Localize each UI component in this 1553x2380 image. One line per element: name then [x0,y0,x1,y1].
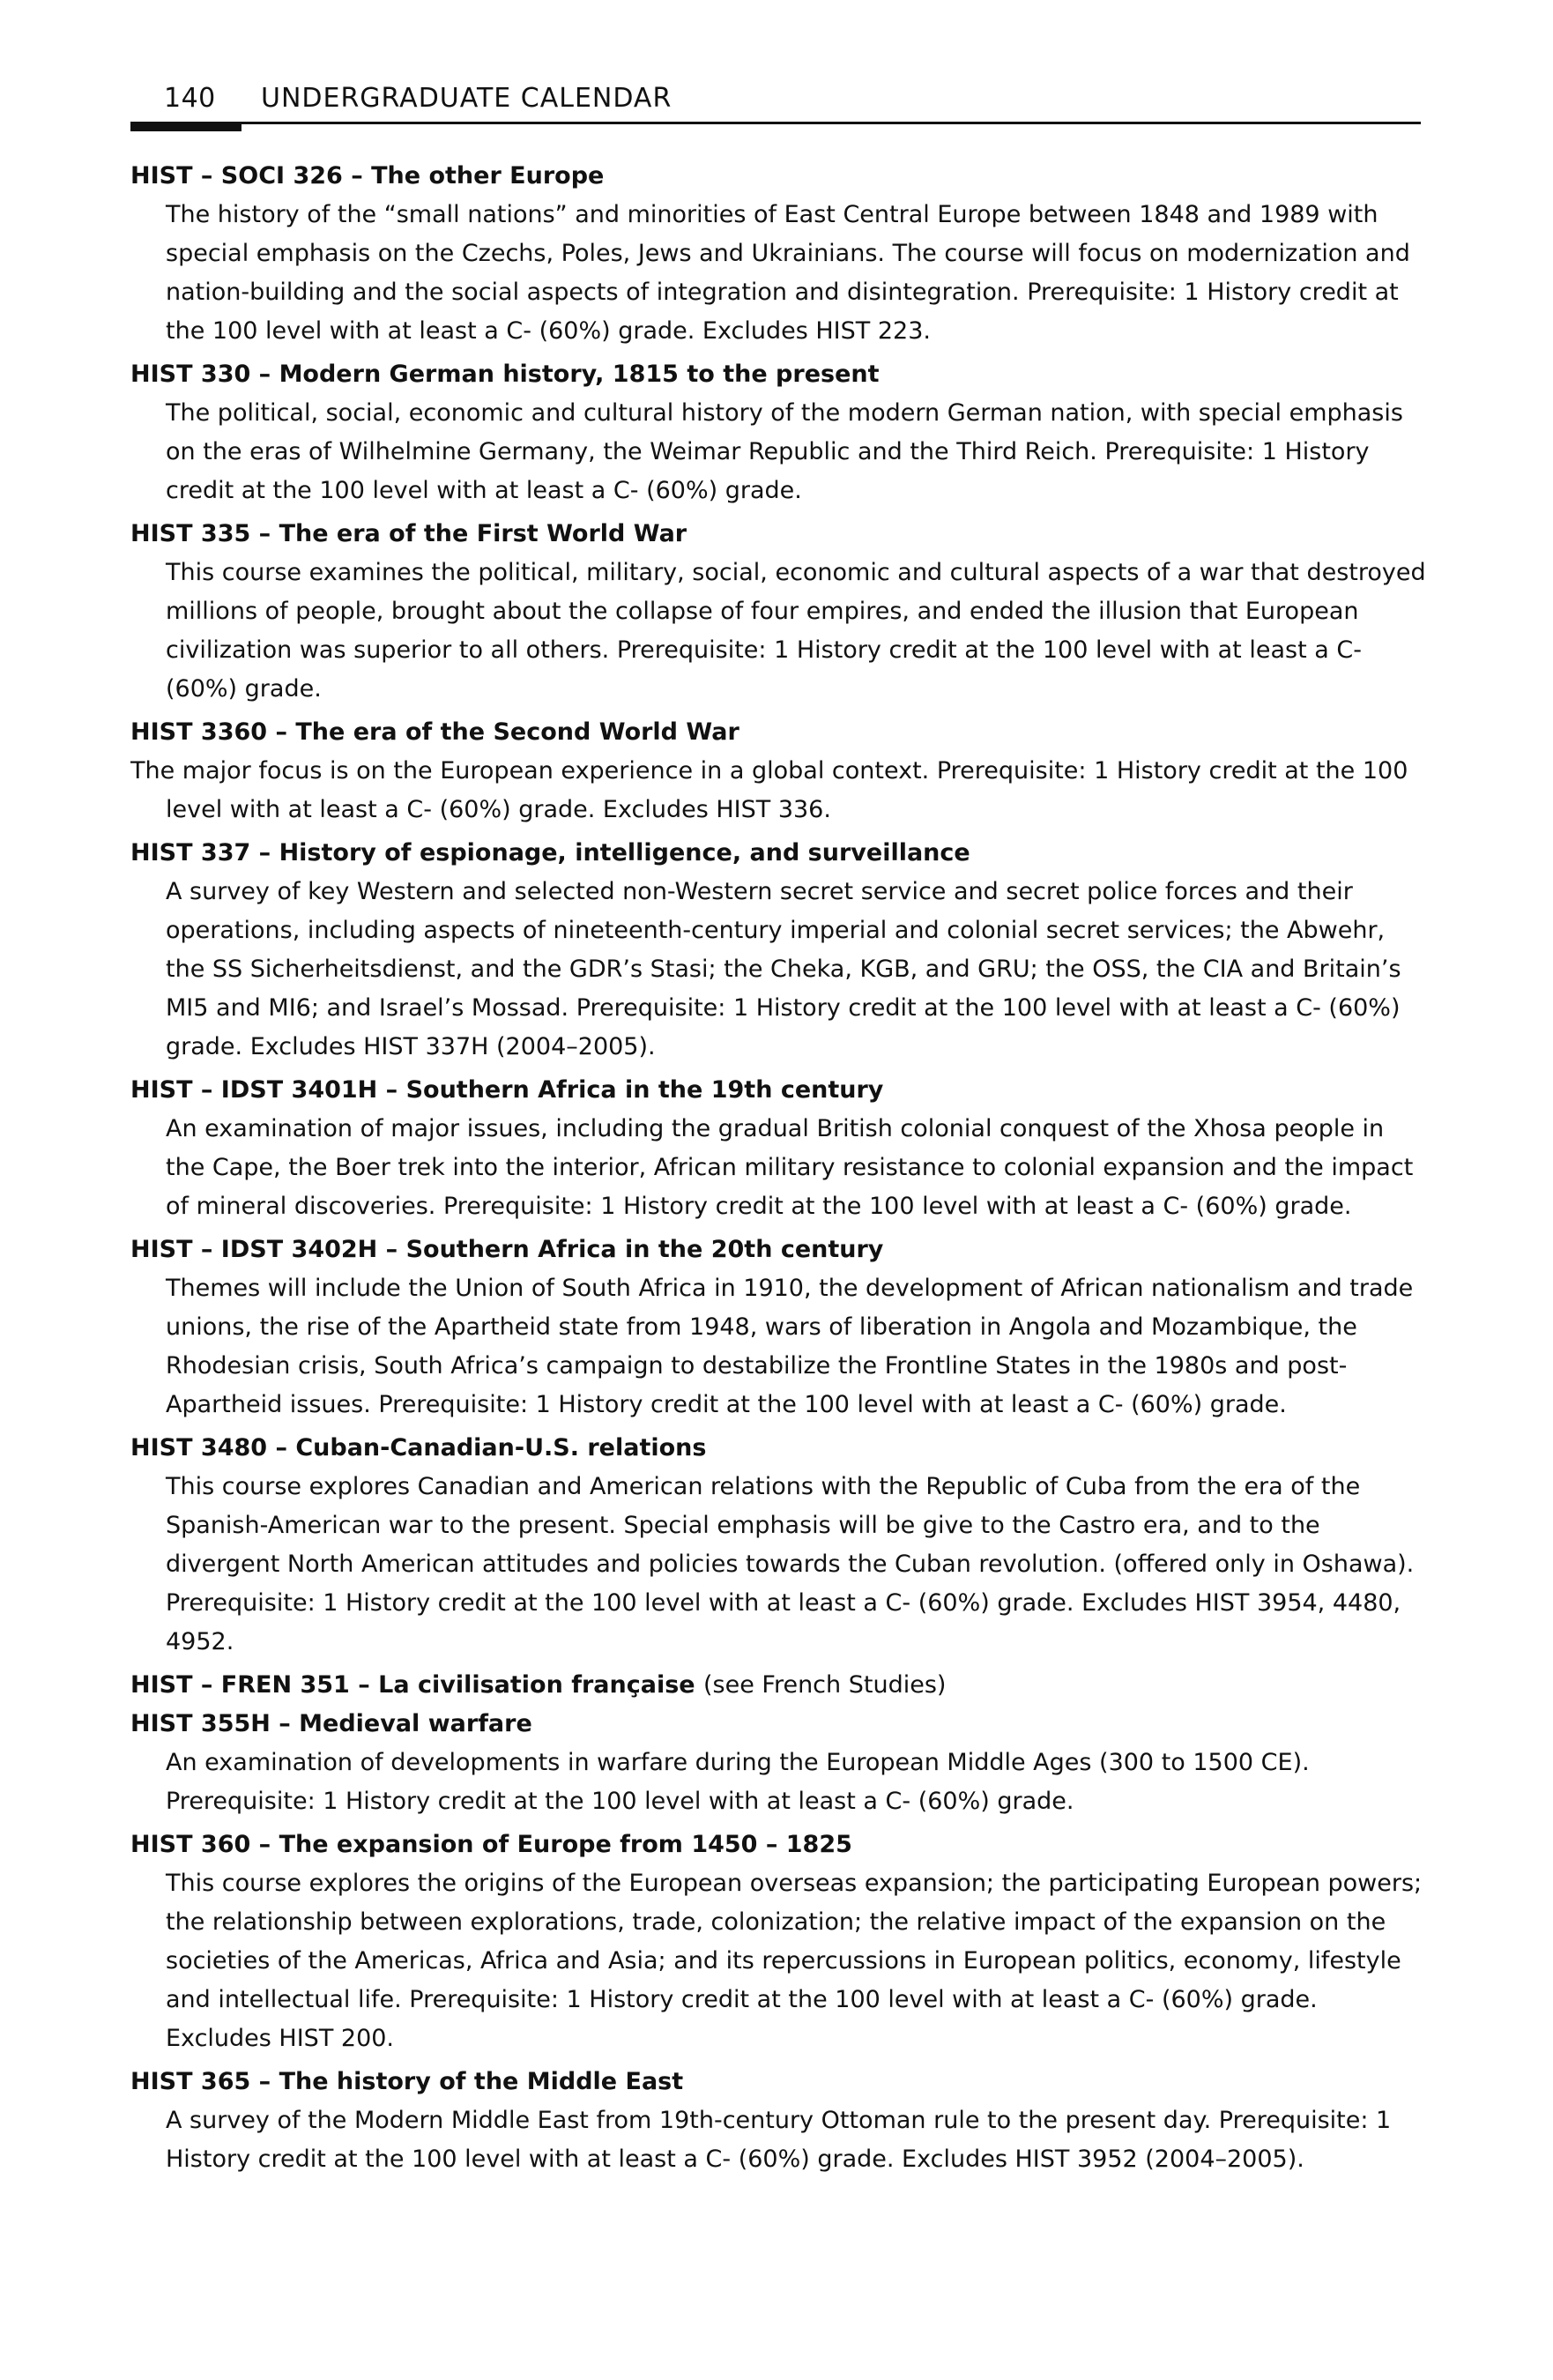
course-title: HIST – IDST 3401H – Southern Africa in the 19th century [130,1076,884,1104]
course-title: HIST 355H – Medieval warfare [130,1710,532,1737]
course-description: Themes will include the Union of South Africa in 1910, the development of African nationalism and trade unions, the rise of the Apartheid state from 1948, wars of liberation in Angola and Mozambique, the Rhodesian crisis, South Africa’s campaign to destabilize the Frontline States in the 1980s and post-Apartheid issues. Prerequisite: 1 History credit at the 100 level with at least a C- (60%) grade. [166,1275,1414,1418]
course-entry-idst-3401h [130,1071,1426,1226]
course-entry-hist-337 [130,834,1426,1067]
course-title: HIST – SOCI 326 – The other Europe [130,162,605,190]
course-title: HIST 335 – The era of the First World War [130,520,687,547]
page-header [130,76,1421,122]
course-entry-hist-3360 [130,713,1426,829]
course-description: A survey of the Modern Middle East from 19th-century Ottoman rule to the present day. Prerequisite: 1 History credit at the 100 level with at least a C- (60%) grade. Excludes HIST 3952 (2004–2005). [166,2107,1392,2173]
course-description: The major focus is on the European experience in a global context. Prerequisite: 1 History credit at the 100 level with at least a C- (60%) grade. Excludes HIST 336. [130,757,1408,823]
course-description: The history of the “small nations” and minorities of East Central Europe between 1848 and 1989 with special emphasis on the Czechs, Poles, Jews and Ukrainians. The course will focus on modernization and nation-building and the social aspects of integration and disintegration. Prerequisite: 1 History credit at the 100 level with at least a C- (60%) grade. Excludes HIST 223. [166,201,1410,345]
course-entry-hist-360 [130,1826,1426,2058]
header-tab-bar [130,122,241,131]
course-description: The political, social, economic and cultural history of the modern German nation, with special emphasis on the eras of Wilhelmine Germany, the Weimar Republic and the Third Reich. Prerequisite: 1 History credit at the 100 level with at least a C- (60%) grade. [166,399,1403,504]
course-title: HIST 330 – Modern German history, 1815 to the present [130,361,880,388]
course-title: HIST – FREN 351 – La civilisation française [130,1671,695,1699]
course-entry-hist-3480 [130,1429,1426,1662]
course-title: HIST 365 – The history of the Middle East [130,2068,684,2095]
course-title: HIST 337 – History of espionage, intelligence, and surveillance [130,839,970,866]
course-entry-hist-365 [130,2063,1426,2179]
course-listing [130,157,1426,2317]
course-title: HIST 3360 – The era of the Second World War [130,718,739,746]
header-rule [130,122,1421,124]
course-entry-fren-351 [130,1666,1426,1705]
course-description: This course explores Canadian and American relations with the Republic of Cuba from the era of the Spanish-American war to the present. Special emphasis will be give to the Castro era, and to the divergent North American attitudes and policies towards the Cuban revolution. (offered only in Oshawa). Prerequisite: 1 History credit at the 100 level with at least a C- (60%) grade. Excludes HIST 3954, 4480, 4952. [166,1473,1415,1655]
course-title-with-cross-reference [130,1666,1426,1705]
course-description: This course examines the political, military, social, economic and cultural aspects of a war that destroyed millions of people, brought about the collapse of four empires, and ended the illusion that European civilization was superior to all others. Prerequisite: 1 History credit at the 100 level with at least a C- (60%) grade. [166,559,1426,703]
cross-reference: (see French Studies) [702,1671,947,1699]
course-description: An examination of major issues, including the gradual British colonial conquest of the Xhosa people in the Cape, the Boer trek into the interior, African military resistance to colonial expansion and the impact of mineral discoveries. Prerequisite: 1 History credit at the 100 level with at least a C- (60%) grade. [166,1115,1414,1220]
course-entry-hist-330 [130,355,1426,510]
course-title: HIST 360 – The expansion of Europe from 1450 – 1825 [130,1831,852,1858]
course-title: HIST 3480 – Cuban-Canadian-U.S. relations [130,1434,707,1461]
course-entry-hist-355h [130,1705,1426,1821]
course-title: HIST – IDST 3402H – Southern Africa in the 20th century [130,1236,884,1263]
course-description: An examination of developments in warfare during the European Middle Ages (300 to 1500 CE). Prerequisite: 1 History credit at the 100 level with at least a C- (60%) grade. [166,1749,1310,1815]
course-description: A survey of key Western and selected non-Western secret service and secret police forces and their operations, including aspects of nineteenth-century imperial and colonial secret services; the Abwehr, the SS Sicherheitsdienst, and the GDR’s Stasi; the Cheka, KGB, and GRU; the OSS, the CIA and Britain’s MI5 and MI6; and Israel’s Mossad. Prerequisite: 1 History credit at the 100 level with at least a C- (60%) grade. Excludes HIST 337H (2004–2005). [166,878,1401,1060]
course-entry-hist-335 [130,515,1426,709]
course-entry-idst-3402h [130,1231,1426,1424]
course-description: This course explores the origins of the European overseas expansion; the participating European powers; the relationship between explorations, trade, colonization; the relative impact of the expansion on the societies of the Americas, Africa and Asia; and its repercussions in European politics, economy, lifestyle and intellectual life. Prerequisite: 1 History credit at the 100 level with at least a C- (60%) grade. Excludes HIST 200. [166,1870,1423,2052]
page-number: 140 [164,83,216,114]
course-entry-soci-326 [130,157,1426,351]
running-title: UNDERGRADUATE CALENDAR [261,83,672,114]
